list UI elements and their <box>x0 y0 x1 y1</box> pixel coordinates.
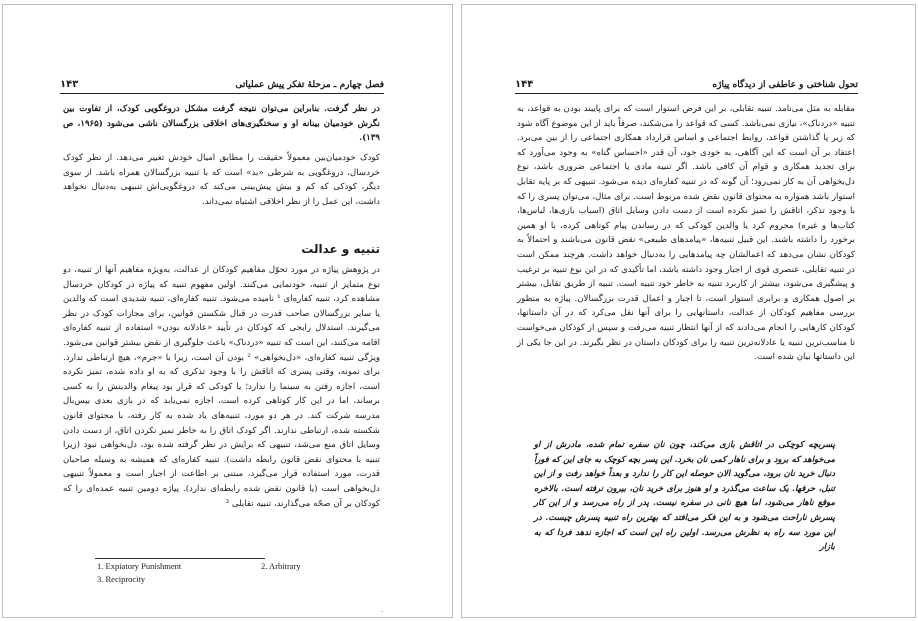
page-dot: · <box>381 608 384 616</box>
paragraph: کودک خودمیان‌بین معمولاً حقیقت را مطابق امیال خودش تغییر می‌دهد. از نظر کودک خردسال، دروغگویی به شرطی «بد» است که با تنبیه بزرگسالان همراه باشد. از سوی دیگر، کودکی که کم و بیش پیش‌بینی می‌کند که دروغگویی‌اش تنبیهی به‌دنبال نخواهد داشت، این عمل را از نظر اخلاقی اشتباه نمی‌داند. <box>63 153 380 207</box>
page-number: ۱۴۴ <box>515 79 534 90</box>
right-book-page <box>461 4 916 618</box>
page-number: ۱۴۳ <box>60 79 79 90</box>
story-quote: پسربچه کوچکی در اتاقش بازی می‌کند، چون نان سفره تمام شده، مادرش از او می‌خواهد که برود و برای ناهار کمی نان بخرد. این پسر بچه کوچک به جای این که فوراً دنبال خرید نان برود، می‌گوید الان حوصله این کار را ندارد و بعداً خواهد رفت و از این تنبل، حرفها. یک ساعت می‌گذرد و او هنوز برای خرید نان، بیرون نرفته است. بالاخره موقع ناهار می‌شود، اما هیچ نانی در سفره نیست. پدر از راه می‌رسد و از این کار پسرش ناراحت می‌شود و به این فکر می‌افتد که بهترین راه تنبیه پسرش چیست. در این مورد سه راه به نظرش می‌رسد. اولین راه این است که اجازه ندهد فردا که به بازار <box>534 439 835 552</box>
intro-paragraph: در نظر گرفت. بنابراین می‌توان نتیجه گرفت مشکل دروغگویی کودک، از تفاوت بین نگرش خودمیان بینانه او و سختگیری‌های اخلاقی بزرگسالان ناشی می‌شود (۱۹۶۵، ص ۱۳۹). <box>63 104 381 144</box>
left-book-page <box>2 4 453 618</box>
footnote: 1. Expiatory Punishment <box>97 561 182 571</box>
section-heading: تنبیه و عدالت <box>301 242 380 256</box>
paragraph: در پژوهش پیاژه در مورد تحوّل مفاهیم کودکان از عدالت، به‌ویژه مفاهیم آنها از تنبیه، دو نوع متمایز از تنبیه، خودنمایی می‌کنند. اولین مفهوم تنبیه که پیاژه در کودکان خردسال مشاهده کرد، تنبیه کفاره‌ای ¹ نامیده می‌شود. تنبیه کفاره‌ای، تنبیه شدیدی است که والدین یا سایر بزرگسالان صاحب قدرت در قبال شکستن قوانین، برای مجازات کودک در نظر می‌گیرند. استدلال رایجی که کودکان در تأیید «عادلانه بودن» استفاده از تنبیه کفاره‌ای اقامه می‌کنند، این است که تنبیه «دردناک» باعث جلوگیری از نقض بیشتر قوانین می‌شود. ویژگی تنبیه کفاره‌ای، «دل‌بخواهی» ² بودن آن است، زیرا با «جرم»، هیچ ارتباطی ندارد. برای نمونه، وقتی پسری که اتاقش را با وجود تذکری که به او داده شده، تمیز نکرده است، اجازه رفتن به سینما را ندارد؛ یا کودکی که قرار بود پیغام والدینش را به کسی برساند، اما در این کار کوتاهی کرده است، اجازه نمی‌یابد که در بازی بعدی بیس‌بال مدرسه شرکت کند. در هر دو مورد، تنبیه‌های یاد شده به کار رفته، با محتوای قانون شکسته شده، ارتباطی ندارند. اگر کودک اتاق را به خاطر تمیز نکردن اتاق، از دست دادن وسایل اتاق منع می‌شد، تنبیهی که برایش در نظر گرفته شده بود، دل‌بخواهی نبود (زیرا تنبیه با محتوای نقض قانون رابطه داشت). تنبیه کفاره‌ای که همیشه به وسیله صاحبان قدرت، مورد استفاده قرار می‌گیرد، مبتنی بر اطاعت از اجبار است و معمولاً تنبیهی دل‌بخواهی است (یا قانون نقض شده رابطه‌ای ندارد). پیاژه دومین تنبیه عمده‌ای را که کودکان بر آن صحّه می‌گذارند، تنبیه تقابلی ³ <box>63 265 381 509</box>
footnote: 3. Reciprocity <box>97 574 146 584</box>
page-header <box>515 75 858 94</box>
running-title: فصل چهارم ـ مرحلهٔ تفکر پیش عملیاتی <box>235 80 384 90</box>
paragraph: مقابله به مثل می‌نامد. تنبیه تقابلی، بر این فرض استوار است که برای پایبند بودن به قواعد، به تنبیه «دردناک»، نیازی نمی‌باشد. کسی که قواعد را می‌شکند، صرفاً باید از این موضوع آگاه شود که زیر پا گذاشتن قواعد، روابط اجتماعی و اساس قرارداد همکاری اجتماعی را از بین می‌برد. اعتقاد بر آن است که این آگاهی، به خودی خود، آن قدر «احساس گناه» به وجود می‌آورد که برای تجدید همکاری و قوام آن کافی باشد. اگر تنبیه مادی یا اجتماعی ضروری باشد، نوع دل‌بخواهی آن به کار نمی‌رود؛ آن گونه که در تنبیه کفاره‌ای دیده می‌شود. تنبیهی که بر پایه تقابل استوار باشد همواره به محتوای قانون نقض شده مربوط است. برای مثال، می‌توان پسری را که با وجود تذکر، اتاقش را تمیز نکرده است از دست دادن وسایل اتاق (اسباب بازی‌ها، لباس‌ها، کتاب‌ها و غیره) محروم کرد یا والدین کودکی که در رساندن پیام کوتاهی کرده، با او همین برخورد را داشته باشند. این قبیل تنبیه‌ها، «پیامدهای طبیعی» نقض قانون می‌باشند و احتمالاً به کودکان نشان می‌دهد که اعمالشان چه پیامدهایی را به‌دنبال خواهد داشت. هرچند ممکن است در تنبیه تقابلی، عنصری قوی از اجبار وجود داشته باشد، اما تأکیدی که در این نوع تنبیه بر ترغیب و پیشگیری می‌شود، بیشتر از کاربرد تنبیه به خاطر خود تنبیه است. تنبیه از طریق تقابل، بیشتر بر اصول همکاری و برابری استوار است، تا اجبار و اعمال قدرت بزرگسالان. پیاژه به منظور بررسی مفاهیم کودکان از عدالت، داستانهایی را برای آنها نقل می‌کرد که در آن داستانها، کودکان کارهایی را انجام می‌دادند که از آنها انتظار تنبیه می‌رفت و سپس از کودکان می‌خواست تا مناسب‌ترین تنبیه یا عادلانه‌ترین تنبیه را برای کودکان داستان در نظر بگیرند. در این جا یکی از این داستانها بیان شده است. <box>517 104 855 363</box>
page-header <box>60 75 384 94</box>
footnote-separator <box>95 558 265 559</box>
footnote: 2. Arbitrary <box>261 561 301 571</box>
running-title: تحول شناختی و عاطفی از دیدگاه پیاژه <box>712 80 858 90</box>
